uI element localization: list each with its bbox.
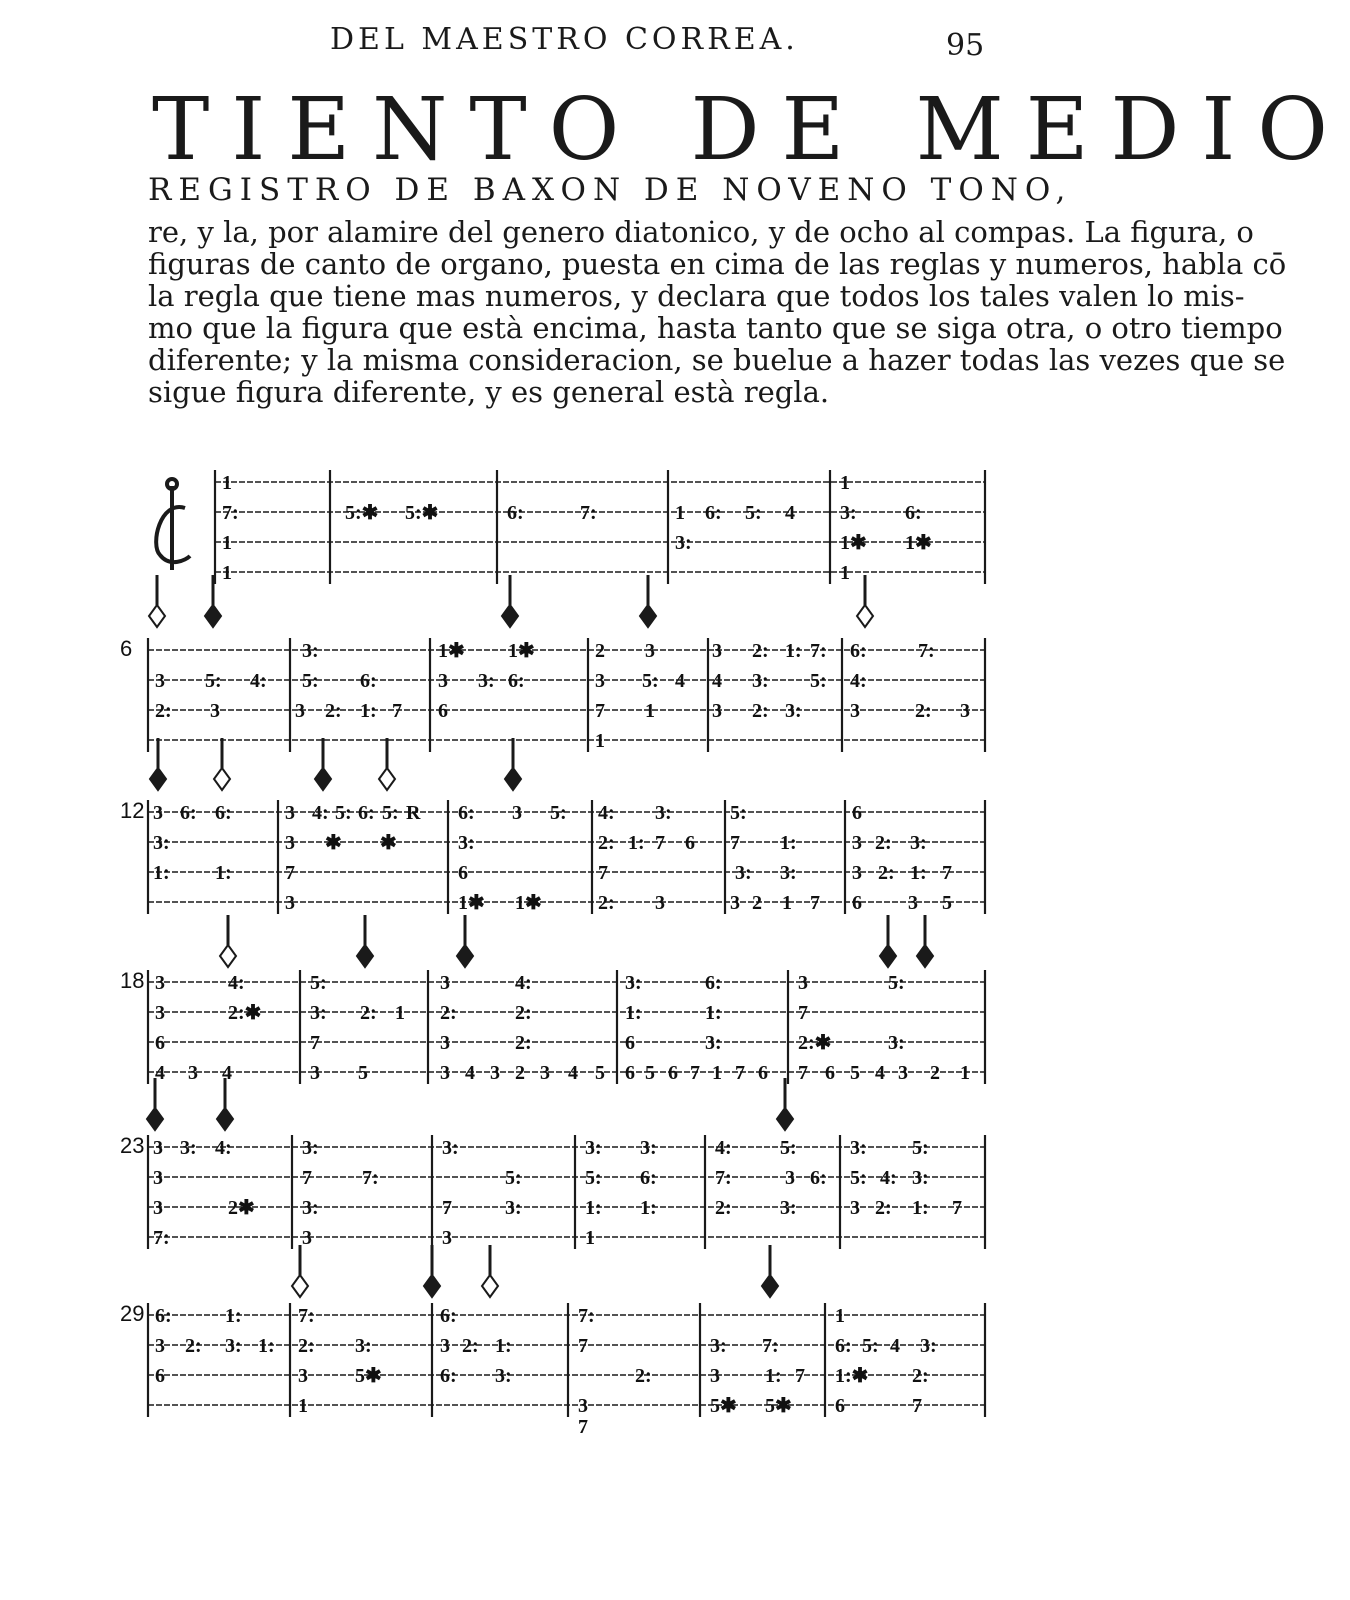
tab-figure: 4	[568, 1062, 578, 1084]
tab-figure: 2:	[752, 640, 769, 662]
tab-figure: 4:	[850, 670, 867, 692]
tab-figure: 2	[595, 640, 605, 662]
tab-figure: 7:	[362, 1167, 379, 1189]
tab-figure: 1✱	[840, 532, 867, 554]
filled-note-icon	[147, 1108, 163, 1130]
tab-figure: 3	[302, 1227, 312, 1249]
tab-figure: 7	[392, 700, 402, 722]
tab-figure: ✱	[325, 832, 342, 854]
tab-figure: 6	[155, 1032, 165, 1054]
tab-figure: 5	[595, 1062, 605, 1084]
tab-figure: 4:	[312, 802, 329, 824]
tab-figure: 5:	[642, 670, 659, 692]
tab-figure: 5	[645, 1062, 655, 1084]
tab-figure: 3:	[625, 972, 642, 994]
tab-figure: 3	[153, 1167, 163, 1189]
tab-figure: 3	[298, 1365, 308, 1387]
body-line-4: mo que la figura que està encima, hasta tanto que se siga otra, o otro tiempo	[148, 311, 1283, 345]
body-line-5: diferente; y la misma consideracion, se buelue a hazer todas las vezes que se	[148, 343, 1286, 377]
tab-figure: 3:	[920, 1335, 937, 1357]
tab-figure: 3	[540, 1062, 550, 1084]
tab-figure: 4	[222, 1062, 232, 1084]
tab-figure: 7	[302, 1167, 312, 1189]
tab-figure: 2:	[298, 1335, 315, 1357]
tab-figure: 5:	[335, 802, 352, 824]
open-note-icon	[379, 768, 395, 790]
tab-figure: 2:✱	[798, 1032, 832, 1054]
tab-figure: 1	[298, 1395, 308, 1417]
tab-figure: 7	[598, 862, 608, 884]
tab-figure: 3	[285, 832, 295, 854]
tab-figure: 3	[285, 892, 295, 914]
tab-figure: 6	[625, 1032, 635, 1054]
tab-figure: 1	[395, 1002, 405, 1024]
tab-figure: 7	[578, 1335, 588, 1357]
measure-number: 12	[120, 798, 145, 823]
measure-number: 23	[120, 1133, 145, 1158]
tab-figure: 4:	[715, 1137, 732, 1159]
tab-figure: 3:	[735, 862, 752, 884]
tab-figure: 3	[512, 802, 522, 824]
tab-figure: 7	[285, 862, 295, 884]
tab-figure: 2✱	[228, 1197, 255, 1219]
tab-figure: 3:	[912, 1167, 929, 1189]
tab-figure: 7	[442, 1197, 452, 1219]
measure-number: 18	[120, 968, 145, 993]
tab-figure: 3	[655, 892, 665, 914]
tab-figure: 2:	[185, 1335, 202, 1357]
tab-figure: 2:	[598, 892, 615, 914]
tab-figure: 6:	[705, 972, 722, 994]
tab-figure: 2:	[598, 832, 615, 854]
tab-figure: 3	[155, 670, 165, 692]
filled-note-icon	[315, 768, 331, 790]
tab-figure: 7:	[222, 502, 239, 524]
tab-figure: 3	[155, 1335, 165, 1357]
tab-figure: 3:	[675, 532, 692, 554]
tab-figure: 7:	[810, 640, 827, 662]
tab-figure: 7	[655, 832, 665, 854]
tab-figure: 5:	[205, 670, 222, 692]
tab-figure: 1	[222, 532, 232, 554]
tab-figure: 6:	[705, 502, 722, 524]
tab-figure: ✱	[380, 832, 397, 854]
tab-figure: 6:	[215, 802, 232, 824]
tab-figure: 3:	[752, 670, 769, 692]
tab-figure: 6:	[458, 802, 475, 824]
tab-figure: 3:	[710, 1335, 727, 1357]
tab-figure: 6:	[508, 670, 525, 692]
piece-subtitle: REGISTRO DE BAXON DE NOVENO TONO,	[148, 172, 1073, 208]
tab-figure: 4:	[515, 972, 532, 994]
tab-figure: 3:	[355, 1335, 372, 1357]
tab-figure: 5:	[745, 502, 762, 524]
tab-figure: 6:	[850, 640, 867, 662]
tab-figure: 7	[798, 1062, 808, 1084]
tab-figure: 1:	[625, 1002, 642, 1024]
tab-figure: 1:	[640, 1197, 657, 1219]
tab-figure: 1	[595, 730, 605, 752]
tab-figure: R	[406, 802, 421, 824]
tab-figure: 1	[712, 1062, 722, 1084]
tab-figure: 3:	[302, 1137, 319, 1159]
tab-figure: 3:	[705, 1032, 722, 1054]
tab-figure: 4:	[215, 1137, 232, 1159]
tab-figure: 6	[825, 1062, 835, 1084]
tab-figure: 1✱	[508, 640, 535, 662]
tab-figure: 3:	[310, 1002, 327, 1024]
tab-figure: 1✱	[515, 892, 542, 914]
open-note-icon	[482, 1275, 498, 1297]
tab-figure: 2:	[875, 1197, 892, 1219]
tab-figure: 5:	[730, 802, 747, 824]
tab-figure: 7	[942, 862, 952, 884]
tab-figure: 1:	[628, 832, 645, 854]
tab-figure: 6:	[440, 1365, 457, 1387]
tab-figure: 1	[585, 1227, 595, 1249]
tab-figure: 7:	[580, 502, 597, 524]
tab-figure: 3:	[442, 1137, 459, 1159]
measure-number: 6	[120, 636, 133, 661]
tab-figure: 3	[153, 1197, 163, 1219]
body-line-2: figuras de canto de organo, puesta en cima de las reglas y numeros, habla cō	[148, 247, 1287, 281]
tab-figure: 3	[712, 700, 722, 722]
open-note-icon	[214, 768, 230, 790]
tab-figure: 3	[578, 1395, 588, 1417]
tab-figure: 1✱	[458, 892, 485, 914]
tab-figure: 3:	[585, 1137, 602, 1159]
tab-figure: 3:	[780, 862, 797, 884]
tab-figure: 3	[490, 1062, 500, 1084]
tab-figure: 3:	[888, 1032, 905, 1054]
tab-figure: 1	[222, 562, 232, 584]
tab-figure: 1:	[785, 640, 802, 662]
tab-figure: 6	[438, 700, 448, 722]
tab-figure: 1	[645, 700, 655, 722]
tab-figure: 6:	[507, 502, 524, 524]
tab-figure: 5:	[310, 972, 327, 994]
tab-figure: 5✱	[355, 1365, 382, 1387]
tab-figure: 2	[930, 1062, 940, 1084]
tab-figure: 1:	[912, 1197, 929, 1219]
tab-figure: 3:	[478, 670, 495, 692]
tab-figure: 3	[712, 640, 722, 662]
tab-figure: 7	[690, 1062, 700, 1084]
tab-figure: 6:	[358, 802, 375, 824]
tab-figure: 4	[890, 1335, 900, 1357]
tab-figure: 2:	[440, 1002, 457, 1024]
tab-figure: 2:	[155, 700, 172, 722]
tab-figure: 6	[852, 802, 862, 824]
page-number: 95	[946, 28, 985, 63]
tab-figure: 2:	[752, 700, 769, 722]
tab-figure: 5:	[862, 1335, 879, 1357]
tab-figure: 3:	[302, 1197, 319, 1219]
tab-figure: 5	[942, 892, 952, 914]
tab-figure: 6:	[155, 1305, 172, 1327]
tab-figure: 1:	[765, 1365, 782, 1387]
tab-figure: 2:	[912, 1365, 929, 1387]
tab-figure: 7	[310, 1032, 320, 1054]
tab-figure: 7	[578, 1416, 588, 1438]
tab-figure: 7:	[715, 1167, 732, 1189]
tab-figure: 3:	[850, 1137, 867, 1159]
tab-figure: 2:✱	[228, 1002, 262, 1024]
tab-figure: 2:	[635, 1365, 652, 1387]
body-line-6: sigue figura diferente, y es general està regla.	[148, 375, 830, 409]
open-note-icon	[857, 605, 873, 627]
tab-figure: 5:	[550, 802, 567, 824]
tab-figure: 2	[515, 1062, 525, 1084]
tab-figure: 4	[712, 670, 722, 692]
tab-figure: 5	[850, 1062, 860, 1084]
tab-figure: 3:	[458, 832, 475, 854]
tab-figure: 6	[625, 1062, 635, 1084]
tab-figure: 5:	[850, 1167, 867, 1189]
tab-figure: 3	[155, 972, 165, 994]
tab-figure: 5:	[585, 1167, 602, 1189]
tab-figure: 1:	[360, 700, 377, 722]
tab-figure: 1✱	[438, 640, 465, 662]
tab-figure: 7	[952, 1197, 962, 1219]
tab-figure: 6:	[905, 502, 922, 524]
tab-figure: 3	[595, 670, 605, 692]
tab-figure: 4	[875, 1062, 885, 1084]
tab-figure: 3:	[655, 802, 672, 824]
tab-figure: 6:	[640, 1167, 657, 1189]
tab-figure: 5:	[780, 1137, 797, 1159]
tab-figure: 3	[645, 640, 655, 662]
tab-figure: 3:	[505, 1197, 522, 1219]
tab-figure: 3	[960, 700, 970, 722]
tab-figure: 5:	[912, 1137, 929, 1159]
tab-figure: 2:	[715, 1197, 732, 1219]
tab-figure: 7	[595, 700, 605, 722]
tab-figure: 3:	[840, 502, 857, 524]
filled-note-icon	[880, 945, 896, 967]
tab-figure: 6:	[810, 1167, 827, 1189]
filled-note-icon	[357, 945, 373, 967]
tab-figure: 3	[440, 1062, 450, 1084]
tab-figure: 3	[188, 1062, 198, 1084]
tab-figure: 2:	[515, 1032, 532, 1054]
tab-figure: 2	[752, 892, 762, 914]
tab-figure: 3:	[640, 1137, 657, 1159]
tab-figure: 2:	[325, 700, 342, 722]
tab-figure: 5✱	[765, 1395, 792, 1417]
tab-figure: 2:	[878, 862, 895, 884]
tab-figure: 1:✱	[835, 1365, 869, 1387]
tab-figure: 3	[310, 1062, 320, 1084]
tab-figure: 4	[675, 670, 685, 692]
tab-figure: 1:	[910, 862, 927, 884]
tab-figure: 1:	[258, 1335, 275, 1357]
tab-figure: 5:	[810, 670, 827, 692]
tab-figure: 7:	[153, 1227, 170, 1249]
tab-figure: 4:	[228, 972, 245, 994]
tab-figure: 5:	[505, 1167, 522, 1189]
tab-figure: 5✱	[710, 1395, 737, 1417]
mensuration-sign-icon	[156, 479, 190, 570]
tab-figure: 1:	[153, 862, 170, 884]
filled-note-icon	[502, 605, 518, 627]
tab-figure: 3	[730, 892, 740, 914]
tab-figure: 2:	[360, 1002, 377, 1024]
tab-figure: 6:	[835, 1335, 852, 1357]
tab-figure: 4:	[598, 802, 615, 824]
tab-figure: 3	[440, 972, 450, 994]
tab-figure: 7:	[918, 640, 935, 662]
tab-figure: 3:	[302, 640, 319, 662]
tab-figure: 6:	[440, 1305, 457, 1327]
tab-figure: 7	[798, 1002, 808, 1024]
tab-figure: 3	[798, 972, 808, 994]
tab-figure: 3	[210, 700, 220, 722]
tab-figure: 2:	[515, 1002, 532, 1024]
piece-title: TIENTO DE MEDIO	[152, 80, 1350, 180]
tab-figure: 6	[685, 832, 695, 854]
filled-note-icon	[917, 945, 933, 967]
tab-figure: 1:	[495, 1335, 512, 1357]
filled-note-icon	[640, 605, 656, 627]
open-note-icon	[292, 1275, 308, 1297]
tab-figure: 3	[852, 832, 862, 854]
tab-figure: 1✱	[905, 532, 932, 554]
tab-figure: 3:	[910, 832, 927, 854]
tab-figure: 5:	[888, 972, 905, 994]
tab-figure: 1:	[585, 1197, 602, 1219]
tab-figure: 7:	[578, 1305, 595, 1327]
tab-figure: 3	[153, 802, 163, 824]
tab-figure: 3	[785, 1167, 795, 1189]
tab-figure: 3	[440, 1335, 450, 1357]
tab-figure: 5:	[382, 802, 399, 824]
tab-figure: 3:	[225, 1335, 242, 1357]
tab-figure: 3	[852, 862, 862, 884]
tab-figure: 7	[912, 1395, 922, 1417]
tab-figure: 6	[835, 1395, 845, 1417]
measure-number: 29	[120, 1301, 145, 1326]
tab-figure: 1:	[215, 862, 232, 884]
tab-figure: 1	[960, 1062, 970, 1084]
tab-figure: 6	[668, 1062, 678, 1084]
tab-figure: 3:	[153, 832, 170, 854]
tab-figure: 3:	[180, 1137, 197, 1159]
tab-figure: 3	[850, 1197, 860, 1219]
open-note-icon	[149, 605, 165, 627]
tab-figure: 1	[222, 472, 232, 494]
filled-note-icon	[457, 945, 473, 967]
open-note-icon	[220, 945, 236, 967]
tab-figure: 3:	[780, 1197, 797, 1219]
tab-figure: 3	[710, 1365, 720, 1387]
tab-figure: 3:	[785, 700, 802, 722]
tab-figure: 3	[908, 892, 918, 914]
filled-note-icon	[505, 768, 521, 790]
tab-figure: 4	[785, 502, 795, 524]
tab-figure: 4:	[880, 1167, 897, 1189]
tab-figure: 6	[852, 892, 862, 914]
tab-figure: 1:	[225, 1305, 242, 1327]
tab-figure: 1	[840, 562, 850, 584]
tab-figure: 7	[810, 892, 820, 914]
tab-figure: 3	[440, 1032, 450, 1054]
tab-figure: 1:	[780, 832, 797, 854]
tab-figure: 5	[358, 1062, 368, 1084]
tab-figure: 2:	[462, 1335, 479, 1357]
tab-figure: 1:	[705, 1002, 722, 1024]
filled-note-icon	[762, 1275, 778, 1297]
tab-figure: 3	[898, 1062, 908, 1084]
running-title: DEL MAESTRO CORREA.	[330, 22, 799, 57]
tab-figure: 7	[735, 1062, 745, 1084]
tab-figure: 1	[835, 1305, 845, 1327]
tab-figure: 6	[758, 1062, 768, 1084]
tab-figure: 1	[675, 502, 685, 524]
tab-figure: 2:	[915, 700, 932, 722]
tab-figure: 4	[155, 1062, 165, 1084]
tab-figure: 7	[730, 832, 740, 854]
tab-figure: 7:	[762, 1335, 779, 1357]
filled-note-icon	[424, 1275, 440, 1297]
body-line-3: la regla que tiene mas numeros, y declara que todos los tales valen lo mis-	[148, 279, 1245, 313]
tab-figure: 3:	[495, 1365, 512, 1387]
tab-figure: 5:✱	[405, 502, 439, 524]
tab-figure: 3	[155, 1002, 165, 1024]
filled-note-icon	[777, 1108, 793, 1130]
tab-figure: 5:✱	[345, 502, 379, 524]
tab-figure: 3	[153, 1137, 163, 1159]
tab-figure: 6	[155, 1365, 165, 1387]
filled-note-icon	[150, 768, 166, 790]
tab-figure: 6	[458, 862, 468, 884]
tab-figure: 3	[295, 700, 305, 722]
filled-note-icon	[217, 1108, 233, 1130]
tab-figure: 2:	[875, 832, 892, 854]
tab-figure: 3	[850, 700, 860, 722]
tab-figure: 1	[840, 472, 850, 494]
tab-figure: 6:	[180, 802, 197, 824]
tab-figure: 7:	[298, 1305, 315, 1327]
tab-figure: 4	[465, 1062, 475, 1084]
tab-figure: 7	[795, 1365, 805, 1387]
tab-figure: 5:	[302, 670, 319, 692]
filled-note-icon	[205, 605, 221, 627]
tab-figure: 1	[782, 892, 792, 914]
tab-figure: 6:	[360, 670, 377, 692]
tab-figure: 3	[285, 802, 295, 824]
tab-figure: 3	[442, 1227, 452, 1249]
body-line-1: re, y la, por alamire del genero diatonico, y de ocho al compas. La figura, o	[148, 215, 1254, 249]
tab-figure: 4:	[250, 670, 267, 692]
tab-figure: 3	[438, 670, 448, 692]
